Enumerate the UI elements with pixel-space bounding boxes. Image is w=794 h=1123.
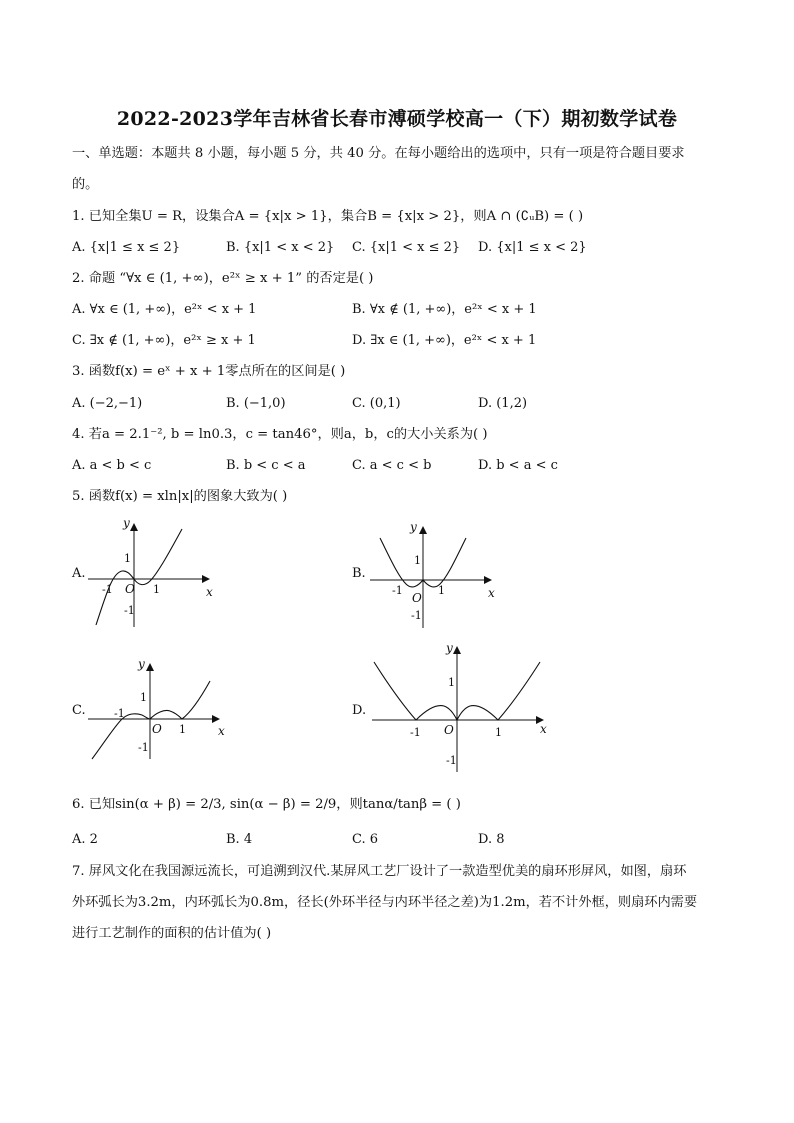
question-3-option-b: B. (−1,0) (226, 396, 286, 411)
question-4-option-d: D. b < a < c (478, 458, 558, 473)
y-axis-label: y (446, 641, 453, 655)
x-tick-neg-1: -1 (114, 707, 125, 720)
graph-b (368, 518, 508, 633)
x-tick-neg-1: -1 (392, 584, 403, 597)
y-axis-arrow (453, 646, 461, 654)
y-axis-arrow (419, 526, 427, 534)
curve (96, 529, 182, 625)
question-2-stem: 2. 命题 “∀x ∈ (1, +∞)，e²ˣ ≥ x + 1” 的否定是( ) (72, 271, 374, 286)
y-tick-1: 1 (140, 691, 147, 704)
x-tick-1: 1 (179, 723, 186, 736)
x-tick-1: 1 (438, 584, 445, 597)
y-tick-1: 1 (414, 554, 421, 567)
question-4-option-c: C. a < c < b (352, 458, 432, 473)
question-5-stem: 5. 函数f(x) = xln|x|的图象大致为( ) (72, 489, 288, 504)
question-6-option-d: D. 8 (478, 832, 505, 847)
section-heading-line1: 一、单选题：本题共 8 小题，每小题 5 分，共 40 分。在每小题给出的选项中，只有一项是符合题目要求 (72, 146, 685, 161)
y-axis-label: y (410, 520, 417, 534)
y-tick-1: 1 (448, 676, 455, 689)
question-6-option-c: C. 6 (352, 832, 379, 847)
x-axis-label: x (488, 586, 495, 600)
y-tick-neg-1: -1 (411, 609, 422, 622)
y-axis-arrow (130, 523, 138, 531)
graph-c-label: C. (72, 703, 86, 718)
origin-label: O (125, 582, 135, 596)
page-title: 2022-2023学年吉林省长春市溥硕学校高一（下）期初数学试卷 (116, 108, 678, 130)
question-7-line2: 外环弧长为3.2m，内环弧长为0.8m，径长(外环半径与内环半径之差)为1.2m，若不计外框，则扇环内需要 (72, 895, 698, 910)
x-axis-arrow (212, 715, 220, 723)
x-axis-label: x (206, 585, 213, 599)
y-axis-label: y (138, 657, 145, 671)
graph-c (86, 655, 236, 765)
y-tick-neg-1: -1 (446, 754, 457, 767)
question-4-option-a: A. a < b < c (72, 458, 152, 473)
question-7-line3: 进行工艺制作的面积的估计值为( ) (72, 926, 272, 941)
origin-label: O (412, 591, 422, 605)
y-tick-1: 1 (124, 552, 131, 565)
y-tick-neg-1: -1 (138, 741, 149, 754)
question-1-option-c: C. {x|1 < x ≤ 2} (352, 240, 461, 255)
question-1-option-d: D. {x|1 ≤ x < 2} (478, 240, 587, 255)
question-1-option-b: B. {x|1 < x < 2} (226, 240, 335, 255)
x-axis-label: x (218, 724, 225, 738)
origin-label: O (152, 722, 162, 736)
question-2-option-c: C. ∃x ∉ (1, +∞)，e²ˣ ≥ x + 1 (72, 333, 256, 348)
origin-label: O (444, 723, 454, 737)
question-3-option-a: A. (−2,−1) (72, 396, 143, 411)
question-4-option-b: B. b < c < a (226, 458, 306, 473)
y-axis-arrow (146, 663, 154, 671)
question-6-option-a: A. 2 (72, 832, 98, 847)
graph-a-label: A. (72, 566, 86, 581)
graph-a (86, 515, 226, 630)
x-tick-1: 1 (495, 726, 502, 739)
question-3-option-d: D. (1,2) (478, 396, 528, 411)
question-6-stem: 6. 已知sin(α + β) = 2/3, sin(α − β) = 2/9，则tanα/tanβ = ( ) (72, 797, 461, 812)
question-2-option-a: A. ∀x ∈ (1, +∞)，e²ˣ < x + 1 (72, 302, 257, 317)
question-2-option-d: D. ∃x ∈ (1, +∞)，e²ˣ < x + 1 (352, 333, 537, 348)
x-tick-neg-1: -1 (410, 726, 421, 739)
graph-d-label: D. (352, 703, 367, 718)
curve (92, 681, 210, 759)
y-axis-label: y (123, 516, 130, 530)
question-1-option-a: A. {x|1 ≤ x ≤ 2} (72, 240, 181, 255)
question-3-option-c: C. (0,1) (352, 396, 401, 411)
section-heading-line2: 的。 (72, 177, 99, 192)
question-3-stem: 3. 函数f(x) = eˣ + x + 1零点所在的区间是( ) (72, 364, 346, 379)
x-axis-arrow (202, 575, 210, 583)
question-1-stem: 1. 已知全集U = R，设集合A = {x|x > 1}，集合B = {x|x > 2}，则A ∩ (∁ᵤB) = ( ) (72, 209, 584, 224)
y-tick-neg-1: -1 (124, 604, 135, 617)
graph-d (370, 640, 560, 775)
question-4-stem: 4. 若a = 2.1⁻², b = ln0.3，c = tan46°，则a，b，c的大小关系为( ) (72, 427, 488, 442)
graph-b-label: B. (352, 566, 366, 581)
question-6-option-b: B. 4 (226, 832, 253, 847)
question-7-line1: 7. 屏风文化在我国源远流长，可追溯到汉代.某屏风工艺厂设计了一款造型优美的扇环形屏风，如图，扇环 (72, 864, 687, 879)
x-tick-1: 1 (153, 583, 160, 596)
x-tick-neg-1: -1 (102, 583, 113, 596)
question-2-option-b: B. ∀x ∉ (1, +∞)，e²ˣ < x + 1 (352, 302, 537, 317)
x-axis-label: x (540, 722, 547, 736)
x-axis-arrow (484, 576, 492, 584)
